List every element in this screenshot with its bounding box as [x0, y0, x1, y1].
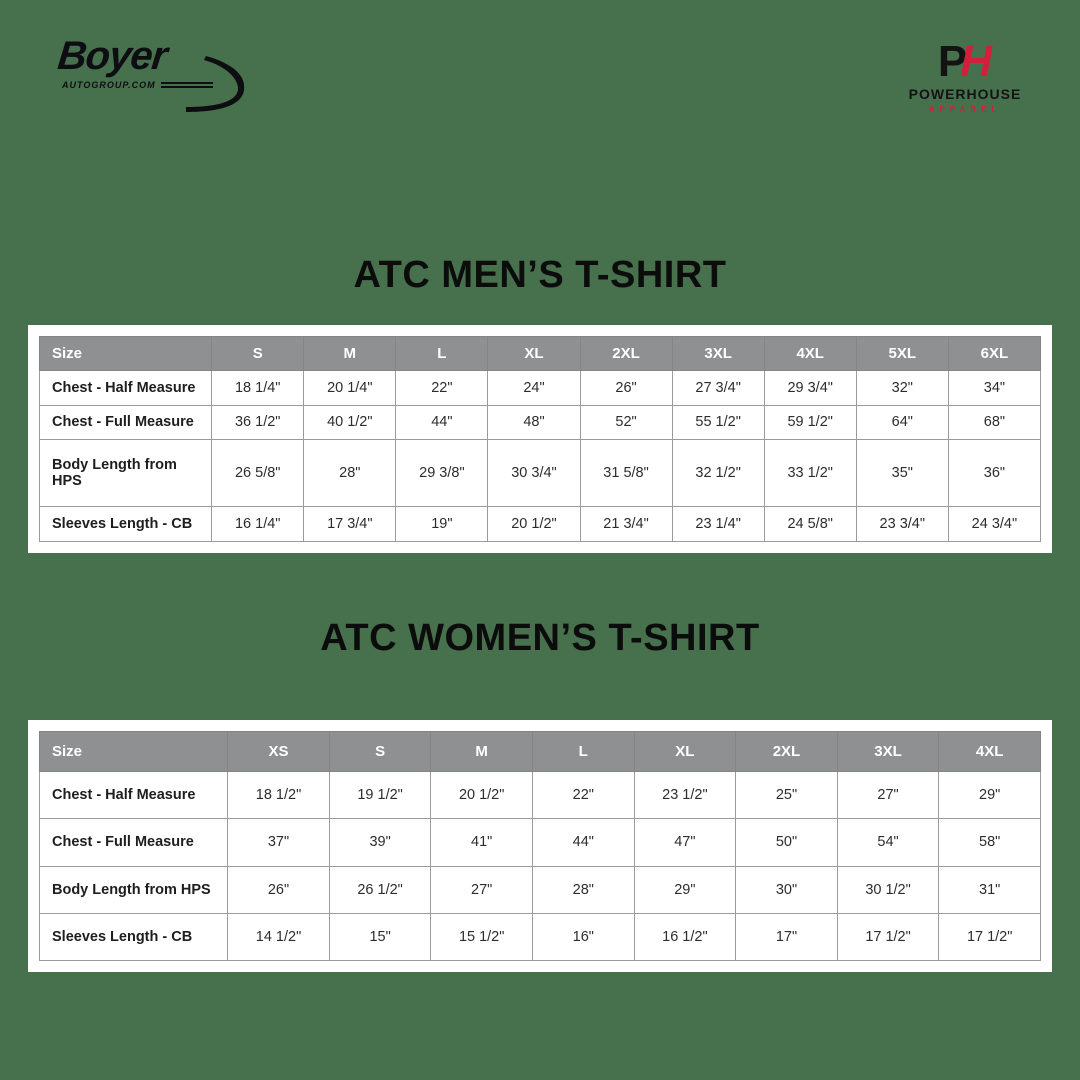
table-row: [40, 405, 1041, 440]
boyer-logo-wordmark: Boyer: [55, 34, 169, 78]
womens-size-chart-table: [39, 731, 1041, 961]
measurement-cell: 23 1/4": [672, 507, 764, 542]
row-label: Sleeves Length - CB: [40, 507, 212, 542]
measurement-cell: 40 1/2": [304, 405, 396, 440]
measurement-cell: 52": [580, 405, 672, 440]
boyer-logo-subtext: AUTOGROUP.COM: [62, 80, 238, 90]
measurement-cell: 27 3/4": [672, 371, 764, 406]
row-label: Body Length from HPS: [40, 866, 228, 913]
size-column-header: XS: [228, 732, 330, 772]
measurement-cell: 24 3/4": [948, 507, 1040, 542]
measurement-cell: 64": [856, 405, 948, 440]
size-column-header: L: [396, 337, 488, 371]
measurement-cell: 47": [634, 819, 736, 866]
row-label: Chest - Half Measure: [40, 371, 212, 406]
measurement-cell: 26": [580, 371, 672, 406]
measurement-cell: 17": [736, 913, 838, 960]
mens-size-chart-panel: [28, 325, 1052, 553]
row-label: Chest - Full Measure: [40, 405, 212, 440]
boyer-swoosh-icon: [176, 54, 256, 116]
measurement-cell: 20 1/2": [431, 772, 533, 819]
measurement-cell: 26 1/2": [329, 866, 431, 913]
measurement-cell: 36": [948, 440, 1040, 507]
size-column-header: 6XL: [948, 337, 1040, 371]
measurement-cell: 26": [228, 866, 330, 913]
measurement-cell: 25": [736, 772, 838, 819]
measurement-cell: 14 1/2": [228, 913, 330, 960]
measurement-cell: 22": [396, 371, 488, 406]
measurement-cell: 41": [431, 819, 533, 866]
measurement-cell: 68": [948, 405, 1040, 440]
measurement-cell: 16 1/2": [634, 913, 736, 960]
boyer-autogroup-logo: [55, 34, 238, 108]
size-column-header: 2XL: [736, 732, 838, 772]
row-label: Chest - Half Measure: [40, 772, 228, 819]
size-header-cell: Size: [40, 732, 228, 772]
measurement-cell: 24": [488, 371, 580, 406]
measurement-cell: 29": [939, 772, 1041, 819]
ph-monogram-icon: P H: [937, 37, 993, 86]
measurement-cell: 44": [532, 819, 634, 866]
table-row: [40, 371, 1041, 406]
measurement-cell: 19 1/2": [329, 772, 431, 819]
measurement-cell: 55 1/2": [672, 405, 764, 440]
measurement-cell: 20 1/4": [304, 371, 396, 406]
measurement-cell: 29": [634, 866, 736, 913]
measurement-cell: 28": [304, 440, 396, 507]
measurement-cell: 36 1/2": [212, 405, 304, 440]
measurement-cell: 59 1/2": [764, 405, 856, 440]
measurement-cell: 17 3/4": [304, 507, 396, 542]
measurement-cell: 23 3/4": [856, 507, 948, 542]
table-header-row: [40, 337, 1041, 371]
measurement-cell: 28": [532, 866, 634, 913]
measurement-cell: 35": [856, 440, 948, 507]
row-label: Chest - Full Measure: [40, 819, 228, 866]
measurement-cell: 15 1/2": [431, 913, 533, 960]
size-column-header: S: [329, 732, 431, 772]
measurement-cell: 44": [396, 405, 488, 440]
measurement-cell: 16": [532, 913, 634, 960]
size-column-header: 2XL: [580, 337, 672, 371]
powerhouse-logo-name: POWERHOUSE: [908, 86, 1022, 102]
size-column-header: 4XL: [764, 337, 856, 371]
powerhouse-logo-subtext: APPAREL: [928, 105, 1002, 114]
size-column-header: S: [212, 337, 304, 371]
size-column-header: 4XL: [939, 732, 1041, 772]
measurement-cell: 18 1/4": [212, 371, 304, 406]
row-label: Body Length from HPS: [40, 440, 212, 507]
measurement-cell: 21 3/4": [580, 507, 672, 542]
measurement-cell: 30 1/2": [837, 866, 939, 913]
measurement-cell: 22": [532, 772, 634, 819]
mens-section-title: ATC MEN’S T-SHIRT: [353, 254, 727, 296]
measurement-cell: 16 1/4": [212, 507, 304, 542]
table-row: [40, 440, 1041, 507]
size-column-header: XL: [634, 732, 736, 772]
measurement-cell: 26 5/8": [212, 440, 304, 507]
measurement-cell: 32 1/2": [672, 440, 764, 507]
measurement-cell: 54": [837, 819, 939, 866]
measurement-cell: 17 1/2": [837, 913, 939, 960]
measurement-cell: 27": [431, 866, 533, 913]
table-row: [40, 507, 1041, 542]
measurement-cell: 23 1/2": [634, 772, 736, 819]
measurement-cell: 34": [948, 371, 1040, 406]
table-header-row: [40, 732, 1041, 772]
measurement-cell: 50": [736, 819, 838, 866]
measurement-cell: 37": [228, 819, 330, 866]
size-column-header: M: [431, 732, 533, 772]
measurement-cell: 18 1/2": [228, 772, 330, 819]
row-label: Sleeves Length - CB: [40, 913, 228, 960]
measurement-cell: 31 5/8": [580, 440, 672, 507]
measurement-cell: 17 1/2": [939, 913, 1041, 960]
measurement-cell: 19": [396, 507, 488, 542]
table-row: [40, 913, 1041, 960]
size-header-cell: Size: [40, 337, 212, 371]
measurement-cell: 39": [329, 819, 431, 866]
measurement-cell: 24 5/8": [764, 507, 856, 542]
mens-size-chart-table: [39, 336, 1041, 542]
size-column-header: L: [532, 732, 634, 772]
measurement-cell: 27": [837, 772, 939, 819]
size-column-header: XL: [488, 337, 580, 371]
measurement-cell: 58": [939, 819, 1041, 866]
measurement-cell: 29 3/8": [396, 440, 488, 507]
measurement-cell: 15": [329, 913, 431, 960]
powerhouse-apparel-logo: [890, 37, 1040, 120]
measurement-cell: 33 1/2": [764, 440, 856, 507]
table-row: [40, 819, 1041, 866]
size-column-header: 5XL: [856, 337, 948, 371]
womens-section-title: ATC WOMEN’S T-SHIRT: [320, 617, 760, 659]
measurement-cell: 32": [856, 371, 948, 406]
size-column-header: 3XL: [672, 337, 764, 371]
womens-size-chart-panel: [28, 720, 1052, 972]
size-column-header: M: [304, 337, 396, 371]
measurement-cell: 29 3/4": [764, 371, 856, 406]
size-chart: [39, 731, 1041, 961]
measurement-cell: 20 1/2": [488, 507, 580, 542]
size-chart: [39, 336, 1041, 542]
measurement-cell: 30 3/4": [488, 440, 580, 507]
measurement-cell: 30": [736, 866, 838, 913]
table-row: [40, 866, 1041, 913]
measurement-cell: 31": [939, 866, 1041, 913]
size-column-header: 3XL: [837, 732, 939, 772]
table-row: [40, 772, 1041, 819]
measurement-cell: 48": [488, 405, 580, 440]
